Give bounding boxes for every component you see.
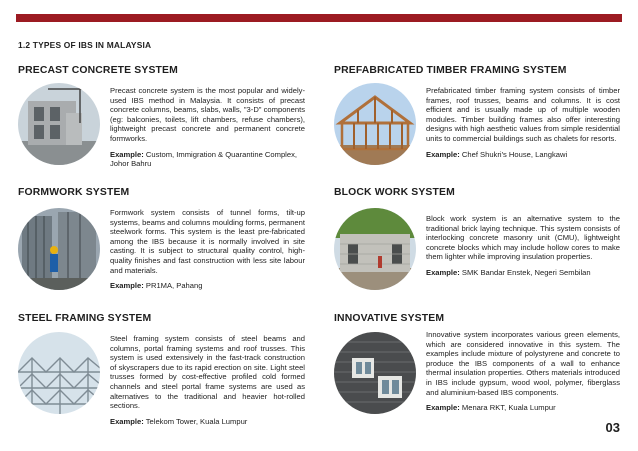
blockwork-text — [426, 214, 620, 278]
precast-photo — [18, 83, 100, 165]
timber-text — [426, 86, 620, 159]
innovative-photo — [334, 332, 416, 414]
block-blockwork — [334, 187, 634, 199]
formwork-body: Formwork system consists of tunnel forms, tilt-up systems, beams and columns moulding forms, permanent steelwork forms. This system is the least pre-fabricated among the IBS because it is normally involved in site casting. It is subject to structural quality control, high-quality finishes and fast construction with less site labour and materials. — [110, 208, 305, 275]
top-accent-bar — [16, 14, 622, 22]
steel-photo — [18, 332, 100, 414]
timber-title: PREFABRICATED TIMBER FRAMING SYSTEM — [334, 65, 567, 76]
innovative-body: Innovative system incorporates various green elements, which are considered innovative in this system. The examples include mixture of polystyrene and concrete to produce the IBS components of a wall to enhance thermal insulation properties. Others materials introduced in IBS include gypsum, wood wool, polymer, fiberglass and aluminium-based IBS components. — [426, 330, 620, 397]
timber-example-value: Chef Shukri's House, Langkawi — [461, 149, 568, 159]
timber-example — [426, 150, 620, 160]
blockwork-example — [426, 268, 620, 278]
formwork-example — [110, 281, 305, 291]
blockwork-title: BLOCK WORK SYSTEM — [334, 187, 455, 198]
precast-illustration — [18, 83, 100, 165]
blockwork-example-value: SMK Bandar Enstek, Negeri Sembilan — [461, 267, 591, 277]
innovative-title: INNOVATIVE SYSTEM — [334, 313, 445, 324]
precast-example-value: Custom, Immigration & Quarantine Complex, Johor Bahru — [110, 149, 297, 169]
formwork-photo — [18, 208, 100, 290]
timber-example-label: Example: — [426, 149, 460, 159]
precast-example-label: Example: — [110, 149, 144, 159]
formwork-example-label: Example: — [110, 281, 144, 291]
precast-text — [110, 86, 305, 169]
formwork-example-value: PR1MA, Pahang — [145, 281, 203, 291]
section-title: 1.2 TYPES OF IBS IN MALAYSIA — [18, 40, 152, 50]
formwork-text — [110, 208, 305, 291]
block-innovative — [334, 313, 634, 325]
blockwork-illustration — [334, 208, 416, 290]
timber-photo — [334, 83, 416, 165]
block-precast — [18, 65, 318, 77]
block-formwork — [18, 187, 318, 199]
block-steel — [18, 313, 318, 325]
steel-illustration — [18, 332, 100, 414]
precast-example — [110, 150, 305, 169]
timber-body: Prefabricated timber framing system consists of timber frames, roof trusses, beams and columns. It is cost efficient and is usually made up of multiple wooden modules. Timber building frames also offer interesting designs with high aesthetic values from simple residential units to commercial buildings such as chalets for resorts. — [426, 86, 620, 143]
innovative-example — [426, 403, 620, 413]
steel-example — [110, 417, 305, 427]
precast-title: PRECAST CONCRETE SYSTEM — [18, 65, 178, 76]
formwork-title: FORMWORK SYSTEM — [18, 187, 130, 198]
innovative-text — [426, 330, 620, 413]
steel-example-label: Example: — [110, 416, 144, 426]
steel-text — [110, 334, 305, 426]
blockwork-photo — [334, 208, 416, 290]
blockwork-example-label: Example: — [426, 267, 460, 277]
steel-body: Steel framing system consists of steel beams and columns, portal framing systems and roof trusses. This system is used extensively in the fast-track construction of skyscrapers due to its rapid erection on site. Light steel trusses formed by cost-effective profiled cold formed channels and steel portal frame systems are used as alternatives to the traditional and heavier hot-rolled sections. — [110, 334, 305, 411]
innovative-illustration — [334, 332, 416, 414]
timber-illustration — [334, 83, 416, 165]
precast-body: Precast concrete system is the most popular and widely-used IBS method in Malaysia. It consists of precast concrete columns, beams, slabs, walls, "3-D" components (eg: balconies, toilets, lift chambers, refuse chambers), lightweight precast concrete and permanent concrete formworks. — [110, 86, 305, 143]
page-number: 03 — [605, 420, 620, 435]
steel-title: STEEL FRAMING SYSTEM — [18, 313, 152, 324]
block-timber — [334, 65, 634, 77]
steel-example-value: Telekom Tower, Kuala Lumpur — [145, 416, 248, 426]
blockwork-body: Block work system is an alternative system to the traditional brick laying technique. This system consists of interlocking concrete masonry unit (CMU), lightweight concrete blocks which may include hollow cores to make them lighter while improving insulation properties. — [426, 214, 620, 262]
innovative-example-value: Menara RKT, Kuala Lumpur — [461, 403, 556, 413]
innovative-example-label: Example: — [426, 403, 460, 413]
formwork-illustration — [18, 208, 100, 290]
